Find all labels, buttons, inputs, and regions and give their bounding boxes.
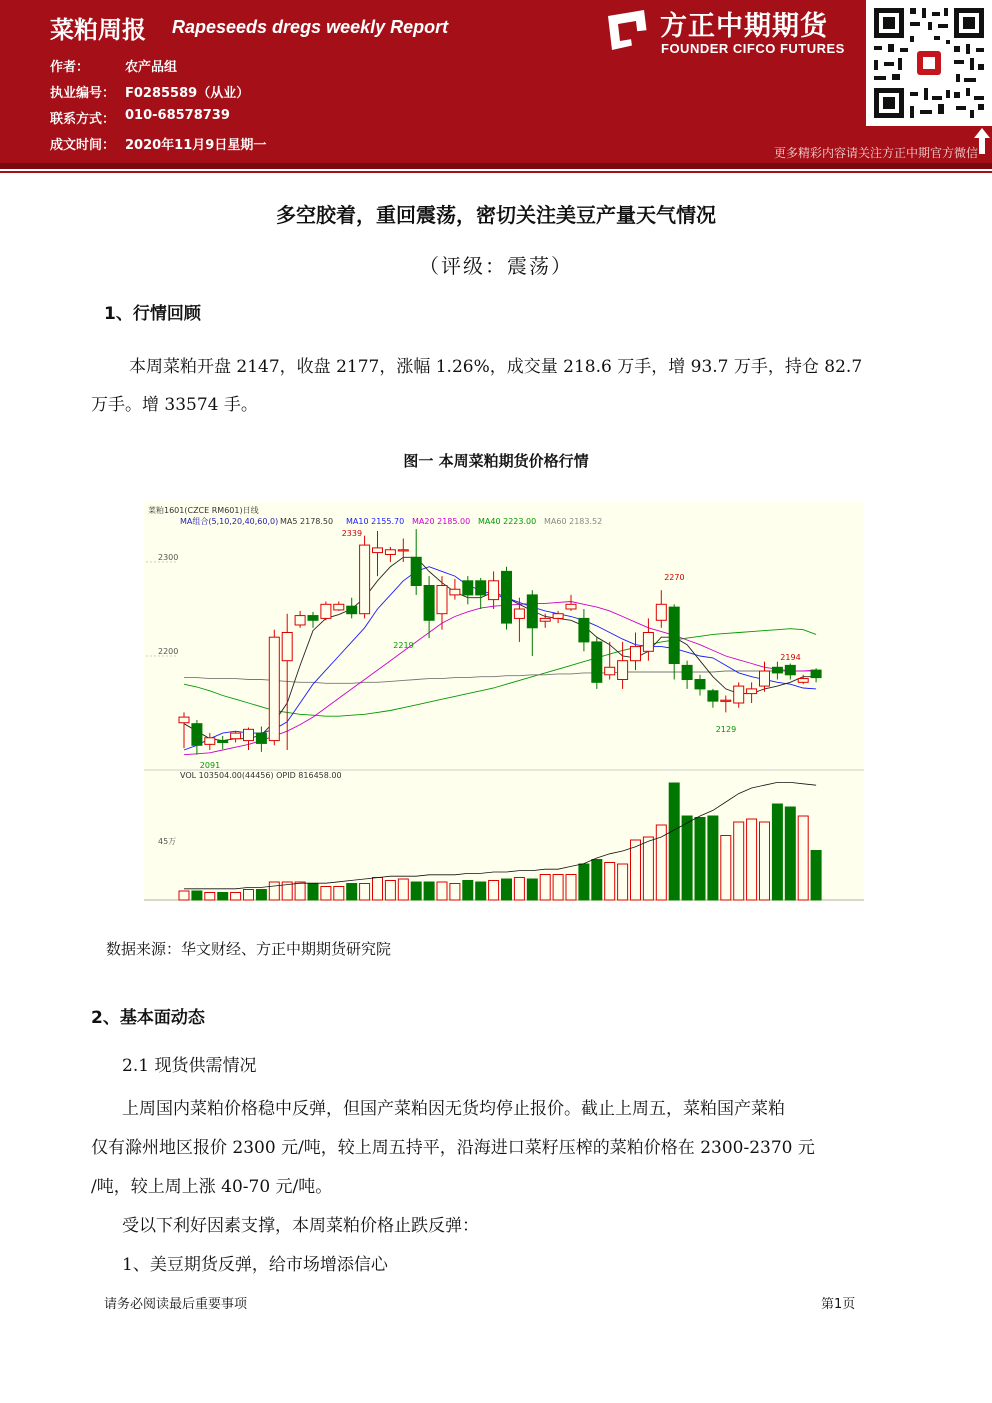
figure-source: 数据来源：华文财经、方正中期期货研究院 bbox=[106, 940, 392, 958]
license-value: F0285589（从业） bbox=[125, 86, 250, 101]
volume-bar bbox=[398, 879, 408, 900]
footer-disclaimer: 请务必阅读最后重要事项 bbox=[104, 1297, 248, 1312]
candle-body bbox=[747, 689, 757, 694]
volume-bar bbox=[269, 882, 279, 900]
price-tick-label: 2300 bbox=[158, 553, 179, 562]
arrow-up-icon bbox=[974, 128, 990, 154]
spot-paragraph-line-2: 仅有滁州地区报价 2300 元/吨，较上周五持平，沿海进口菜籽压榨的菜粕价格在 2300-2370 元 bbox=[91, 1138, 815, 1158]
candle-body bbox=[592, 642, 602, 682]
candle-body bbox=[643, 633, 653, 652]
candle-body bbox=[682, 665, 692, 679]
volume-bar bbox=[256, 890, 266, 901]
volume-bar bbox=[785, 807, 795, 900]
candle-body bbox=[179, 717, 189, 723]
wechat-qr-code[interactable] bbox=[866, 0, 992, 126]
chart-header-line: 菜粕1601(CZCE RM601)日线 bbox=[148, 506, 259, 515]
ma-legend-ma10: MA10 2155.70 bbox=[346, 517, 405, 526]
volume-bar bbox=[373, 878, 383, 901]
brand-name-cn: 方正中期期货 bbox=[660, 11, 828, 42]
candle-body bbox=[476, 581, 486, 595]
volume-bar bbox=[682, 816, 692, 900]
volume-bar bbox=[566, 875, 576, 901]
candle-body bbox=[450, 589, 460, 595]
price-annotation: 2194 bbox=[780, 653, 801, 662]
volume-bar bbox=[218, 893, 228, 901]
license-row bbox=[50, 82, 250, 101]
candle-body bbox=[579, 618, 589, 642]
volume-bar bbox=[295, 882, 305, 900]
bullish-factor-1: 1、美豆期货反弹，给市场增添信心 bbox=[122, 1255, 388, 1275]
candle-body bbox=[295, 616, 305, 625]
volume-bar bbox=[437, 882, 447, 900]
volume-bar bbox=[734, 822, 744, 900]
candle-body bbox=[631, 647, 641, 661]
volume-bar bbox=[772, 804, 782, 900]
volume-bar bbox=[321, 887, 331, 901]
price-annotation: 2270 bbox=[664, 573, 685, 582]
volume-bar bbox=[592, 860, 602, 901]
volume-bar bbox=[656, 825, 666, 900]
candle-body bbox=[785, 665, 795, 674]
volume-bar bbox=[631, 840, 641, 900]
volume-bar bbox=[618, 864, 628, 900]
volume-bar bbox=[527, 879, 537, 900]
spot-paragraph-line-3: /吨，较上周上涨 40-70 元/吨。 bbox=[91, 1177, 333, 1197]
candle-body bbox=[385, 550, 395, 555]
candle-body bbox=[373, 548, 383, 553]
volume-bar bbox=[489, 881, 499, 901]
candle-body bbox=[411, 557, 421, 585]
volume-bar bbox=[192, 891, 202, 900]
volume-bar bbox=[385, 881, 395, 901]
candle-body bbox=[656, 604, 666, 620]
volume-bar bbox=[721, 836, 731, 901]
candle-body bbox=[514, 609, 524, 618]
volume-bar bbox=[747, 819, 757, 900]
volume-bar bbox=[360, 884, 370, 901]
candle-body bbox=[347, 606, 357, 614]
ma-legend: MA组合(5,10,20,40,60,0) bbox=[180, 517, 279, 526]
volume-bar bbox=[798, 816, 808, 900]
candle-body bbox=[360, 545, 370, 614]
author-row bbox=[50, 56, 178, 75]
candle-body bbox=[669, 607, 679, 663]
volume-bar bbox=[669, 783, 679, 900]
author-value: 农产品组 bbox=[125, 60, 178, 75]
volume-bar bbox=[308, 884, 318, 901]
header-divider bbox=[0, 163, 992, 169]
rating: （评级：震荡） bbox=[419, 254, 573, 278]
candle-body bbox=[321, 604, 331, 618]
contact-label: 联系方式： bbox=[50, 112, 116, 127]
author-label: 作者： bbox=[50, 60, 90, 75]
section-2-heading: 2、基本面动态 bbox=[91, 1008, 205, 1028]
candle-body bbox=[308, 616, 318, 621]
volume-bar bbox=[811, 851, 821, 901]
volume-bar bbox=[514, 878, 524, 901]
contact-value: 010-68578739 bbox=[125, 108, 230, 123]
volume-bar bbox=[502, 879, 512, 900]
volume-bar bbox=[231, 893, 241, 901]
brand-name-en: FOUNDER CIFCO FUTURES bbox=[661, 41, 845, 56]
volume-bar bbox=[553, 875, 563, 901]
volume-bar bbox=[347, 884, 357, 901]
volume-bar bbox=[244, 890, 254, 901]
volume-header: VOL 103504.00(44456) OPID 816458.00 bbox=[180, 771, 342, 780]
ma-legend-ma60: MA60 2183.52 bbox=[544, 517, 603, 526]
candle-body bbox=[424, 586, 434, 621]
market-review-line-1: 本周菜粕开盘 2147，收盘 2177，涨幅 1.26%，成交量 218.6 万手，增 93.7 万手，持仓 82.7 bbox=[129, 357, 863, 377]
candle-body bbox=[192, 724, 202, 746]
candle-body bbox=[502, 571, 512, 623]
contact-row bbox=[50, 108, 230, 127]
volume-bar bbox=[179, 891, 189, 900]
subsection-2-1-heading: 2.1 现货供需情况 bbox=[122, 1056, 257, 1076]
section-1-heading: 1、行情回顾 bbox=[104, 304, 201, 324]
price-annotation: 2339 bbox=[341, 529, 363, 538]
volume-tick-label: 45万 bbox=[158, 837, 177, 846]
company-logo-icon bbox=[604, 10, 652, 54]
volume-bar bbox=[579, 864, 589, 900]
candle-body bbox=[553, 614, 563, 619]
price-chart bbox=[144, 502, 864, 902]
volume-bar bbox=[708, 816, 718, 900]
candle-body bbox=[282, 633, 292, 661]
ma-legend-ma5: MA5 2178.50 bbox=[280, 517, 334, 526]
candle-body bbox=[708, 691, 718, 701]
report-header bbox=[0, 0, 992, 163]
candle-body bbox=[244, 729, 254, 740]
market-review-line-2: 万手。增 33574 手。 bbox=[91, 395, 258, 415]
bullish-factors-intro: 受以下利好因素支撑，本周菜粕价格止跌反弹： bbox=[122, 1216, 479, 1236]
candle-body bbox=[566, 604, 576, 609]
ma-legend-ma40: MA40 2223.00 bbox=[478, 517, 537, 526]
candle-body bbox=[760, 671, 770, 686]
header-divider-thin bbox=[0, 171, 992, 173]
price-annotation: 2219 bbox=[393, 641, 414, 650]
volume-bar bbox=[450, 884, 460, 901]
volume-bar bbox=[695, 818, 705, 901]
candle-body bbox=[218, 741, 228, 743]
volume-bar bbox=[463, 881, 473, 901]
volume-bar bbox=[424, 882, 434, 900]
volume-bar bbox=[411, 882, 421, 900]
ma-legend-ma20: MA20 2185.00 bbox=[412, 517, 471, 526]
price-annotation: 2129 bbox=[715, 725, 737, 734]
volume-bar bbox=[476, 882, 486, 900]
candle-body bbox=[540, 618, 550, 621]
price-tick-label: 2200 bbox=[158, 647, 179, 656]
candle-body bbox=[269, 637, 279, 740]
candle-body bbox=[811, 670, 821, 678]
figure-caption: 图一 本周菜粕期货价格行情 bbox=[403, 452, 589, 470]
license-label: 执业编号： bbox=[50, 86, 116, 101]
report-title-cn: 菜粕周报 bbox=[50, 16, 146, 44]
candle-body bbox=[527, 595, 537, 628]
candle-body bbox=[721, 700, 731, 701]
date-label: 成文时间： bbox=[50, 138, 116, 153]
candle-body bbox=[489, 581, 499, 600]
candle-body bbox=[772, 667, 782, 673]
date-row bbox=[50, 134, 267, 153]
candle-body bbox=[798, 679, 808, 683]
volume-bar bbox=[540, 875, 550, 901]
volume-bar bbox=[205, 893, 215, 901]
candle-body bbox=[231, 733, 241, 739]
candle-body bbox=[334, 604, 344, 610]
volume-bar bbox=[760, 822, 770, 900]
candle-body bbox=[205, 738, 215, 745]
candle-body bbox=[463, 581, 473, 595]
page-number: 第1页 bbox=[821, 1297, 856, 1312]
candle-body bbox=[256, 733, 266, 743]
candle-body bbox=[734, 686, 744, 703]
document-title: 多空胶着，重回震荡，密切关注美豆产量天气情况 bbox=[276, 203, 716, 227]
candle-body bbox=[618, 661, 628, 680]
wechat-follow-note: 更多精彩内容请关注方正中期官方微信 bbox=[773, 146, 978, 160]
volume-bar bbox=[643, 837, 653, 900]
volume-bar bbox=[605, 863, 615, 901]
candle-body bbox=[695, 680, 705, 689]
candle-body bbox=[437, 586, 447, 614]
report-title-en: Rapeseeds dregs weekly Report bbox=[172, 17, 449, 37]
candle-body bbox=[605, 667, 615, 675]
spot-paragraph-line-1: 上周国内菜粕价格稳中反弹，但国产菜粕因无货均停止报价。截止上周五，菜粕国产菜粕 bbox=[122, 1099, 785, 1119]
price-annotation: 2091 bbox=[199, 761, 221, 770]
candle-body bbox=[398, 550, 408, 551]
volume-bar bbox=[334, 887, 344, 901]
date-value: 2020年11月9日星期一 bbox=[125, 138, 267, 153]
